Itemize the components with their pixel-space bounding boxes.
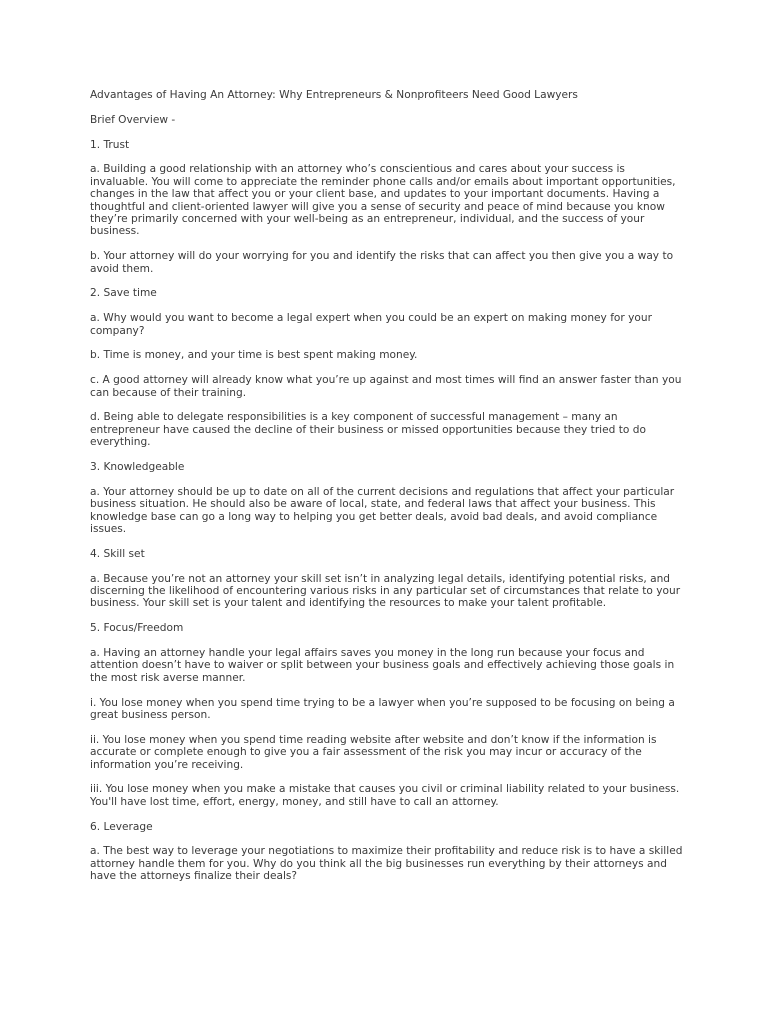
section-heading-save-time: 2. Save time [90,287,157,300]
paragraph: a. Your attorney should be up to date on all of the current decisions and regulations that affect your particular business situation. He should also be aware of local, state, and federal laws that affect your business. This knowledge base can go a long way to helping you get better deals, avoid bad deals, and avoid compliance issues. [90,485,675,536]
document-body [90,89,685,895]
overview-heading: Brief Overview - [90,113,176,126]
section-heading-knowledgeable: 3. Knowledgeable [90,461,185,474]
paragraph: a. Building a good relationship with an attorney who’s conscientious and cares about your success is invaluable. You will come to appreciate the reminder phone calls and/or emails about important opportunities, changes in the law that affect you or your client base, and updates to your important documents. Having a thoughtful and client-oriented lawyer will give you a sense of security and peace of mind because you know they’re primarily concerned with your well-being as an entrepreneur, individual, and the success of your business. [90,163,676,238]
paragraph: a. The best way to leverage your negotiations to maximize their profitability and reduce risk is to have a skilled attorney handle them for you. Why do you think all the big businesses run everything by their attorneys and have the attorneys finalize their deals? [90,845,683,883]
section-heading-trust: 1. Trust [90,138,130,151]
paragraph: b. Time is money, and your time is best spent making money. [90,349,418,362]
section-heading-leverage: 6. Leverage [90,820,153,833]
paragraph: ii. You lose money when you spend time reading website after website and don’t know if the information is accurate or complete enough to give you a fair assessment of the risk you may incur or accuracy of the information you’re receiving. [90,733,657,771]
paragraph: iii. You lose money when you make a mistake that causes you civil or criminal liability related to your business. You'll have lost time, effort, energy, money, and still have to call an attorney. [90,783,680,808]
paragraph: b. Your attorney will do your worrying for you and identify the risks that can affect you then give you a way to avoid them. [90,250,674,275]
paragraph: d. Being able to delegate responsibilities is a key component of successful management – many an entrepreneur have caused the decline of their business or missed opportunities because they tried to do everything. [90,411,646,449]
paragraph: i. You lose money when you spend time trying to be a lawyer when you’re supposed to be focusing on being a great business person. [90,696,675,722]
paragraph: a. Because you’re not an attorney your skill set isn’t in analyzing legal details, identifying potential risks, and discerning the likelihood of encountering various risks in any particular set of circumstances that relate to your business. Your skill set is your talent and identifying the resources to make your talent profitable. [90,572,681,610]
paragraph: a. Having an attorney handle your legal affairs saves you money in the long run because your focus and attention doesn’t have to waiver or split between your business goals and effectively achieving those goals in the most risk averse manner. [90,647,675,684]
document-title: Advantages of Having An Attorney: Why Entrepreneurs & Nonprofiteers Need Good Lawyers [90,89,578,101]
paragraph: a. Why would you want to become a legal expert when you could be an expert on making money for your company? [90,312,652,337]
section-heading-skill-set: 4. Skill set [90,547,145,560]
paragraph: c. A good attorney will already know what you’re up against and most times will find an answer faster than you can because of their training. [90,374,682,399]
section-heading-focus-freedom: 5. Focus/Freedom [90,622,184,635]
